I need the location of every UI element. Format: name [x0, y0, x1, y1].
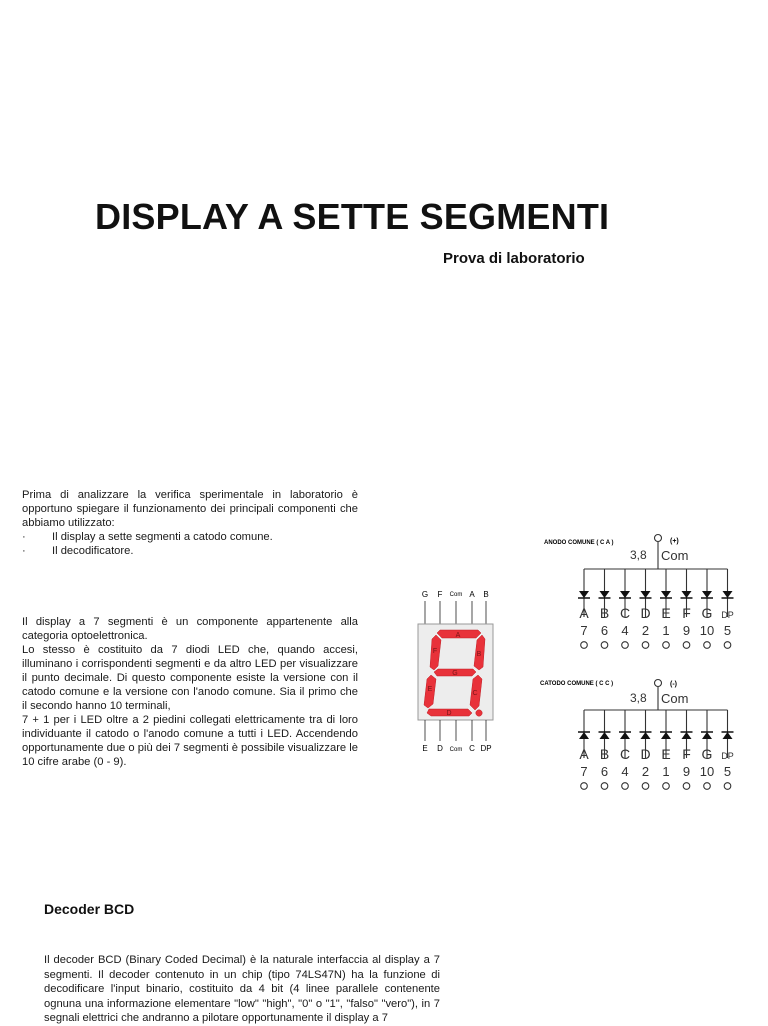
pin-label-com: Com [449, 592, 463, 598]
description-line: 7 + 1 per i LED oltre a 2 piedini collegati elettricamente tra di loro individuante il catodo o l'anodo comune a tutti i LED. Accendendo opportunamente due o più dei 7 segmenti è possibile visualizzare le 10 cifre arabe (0 - 9). [22, 714, 358, 768]
display-description [22, 615, 358, 769]
pin-label-dp: DP [480, 744, 492, 753]
pin-terminal [581, 783, 588, 790]
diode-b [600, 732, 610, 739]
component-list-item: · Il decodificatore. [22, 544, 358, 558]
pin-number: 1 [662, 623, 670, 638]
segment-label: F [682, 605, 691, 621]
pin-number: 10 [699, 623, 715, 638]
pin-terminal [724, 783, 731, 790]
segment-label: D [446, 710, 452, 717]
pin-number: 5 [723, 623, 732, 638]
segment-label: C [619, 746, 631, 762]
diode-f [682, 591, 692, 598]
pin-number: 9 [682, 623, 691, 638]
pin-number: 7 [580, 623, 588, 638]
pin-terminal [601, 642, 608, 649]
pin-terminal [704, 783, 711, 790]
diode-g [702, 732, 712, 739]
segment-label: E [661, 746, 671, 762]
pin-label-e: E [422, 744, 428, 753]
intro-text: Prima di analizzare la verifica sperimentale in laboratorio è opportuno spiegare il funzionamento dei principali componenti che abbiamo utilizzato: [22, 489, 358, 529]
pin-terminal [683, 642, 690, 649]
component-list [22, 530, 358, 558]
pin-terminal [704, 642, 711, 649]
segment-label: C [619, 605, 631, 621]
pin-number: 2 [641, 623, 650, 638]
diagram-polarity: (-) [670, 681, 677, 688]
page-subtitle: Prova di laboratorio [443, 250, 585, 267]
segment-label: DP [721, 610, 734, 620]
com-label: Com [661, 548, 689, 563]
common-cathode-diagram [540, 675, 740, 795]
pin-terminal [663, 642, 670, 649]
pin-label-c: C [469, 744, 475, 753]
pin-terminal [642, 783, 649, 790]
description-line: Il display a 7 segmenti è un componente appartenente alla categoria optoelettronica. [22, 616, 358, 642]
diode-a [579, 732, 589, 739]
pin-terminal [683, 783, 690, 790]
segment-label: DP [721, 751, 734, 761]
diode-d [641, 732, 651, 739]
segment-label: F [432, 648, 438, 655]
com-pin-number: 3,8 [630, 548, 647, 562]
pin-terminal [581, 642, 588, 649]
pin-terminal [724, 642, 731, 649]
diode-dp [723, 591, 733, 598]
segment-label: A [579, 746, 589, 762]
pin-terminal [622, 783, 629, 790]
com-label: Com [661, 691, 689, 706]
decimal-point [476, 710, 482, 716]
diode-c [620, 591, 630, 598]
pin-number: 4 [621, 764, 629, 779]
pin-label-com: Com [449, 747, 463, 753]
com-terminal [655, 535, 662, 542]
diode-g [702, 591, 712, 598]
bottom-pins [425, 720, 486, 741]
pin-label-f: F [437, 590, 443, 599]
pin-number: 10 [699, 764, 715, 779]
pin-number: 7 [580, 764, 588, 779]
diode-c [620, 732, 630, 739]
pin-terminal [663, 783, 670, 790]
segment-label: C [472, 690, 478, 697]
page-title: DISPLAY A SETTE SEGMENTI [95, 196, 610, 237]
pin-terminal [642, 642, 649, 649]
segment-label: G [452, 670, 458, 677]
segment-label: B [599, 605, 610, 621]
top-pins [425, 601, 486, 624]
com-pin-number: 3,8 [630, 691, 647, 705]
pin-terminal [622, 642, 629, 649]
description-line: Lo stesso è costituito da 7 diodi LED che, quando accesi, illuminano i corrispondenti segmenti e da altro LED per visualizzare il punto decimale. Di questo componente esiste la versione con il catodo comune e la versione con l'anodo comune. Sia il primo che il secondo hanno 10 terminali, [22, 644, 358, 712]
segment-label: B [599, 746, 610, 762]
pin-label-a: A [469, 590, 475, 599]
pin-terminal [601, 783, 608, 790]
pin-label-b: B [483, 590, 489, 599]
diode-e [661, 591, 671, 598]
led-ladder [578, 687, 734, 789]
segment-label: A [579, 605, 589, 621]
segment-label: D [640, 605, 651, 621]
diode-e [661, 732, 671, 739]
segment-label: B [476, 651, 482, 658]
pin-number: 6 [600, 764, 609, 779]
pin-number: 2 [641, 764, 650, 779]
pin-label-d: D [437, 744, 443, 753]
diagram-polarity: (+) [670, 538, 679, 545]
segment-label: D [640, 746, 651, 762]
diode-dp [723, 732, 733, 739]
pin-number: 5 [723, 764, 732, 779]
com-terminal [655, 680, 662, 687]
diode-a [579, 591, 589, 598]
led-ladder [578, 542, 734, 648]
common-anode-diagram [540, 530, 740, 650]
pin-number: 1 [662, 764, 670, 779]
diagram-title: CATODO COMUNE ( C C ) [540, 681, 614, 687]
pin-label-g: G [421, 590, 429, 599]
intro-paragraph [22, 488, 358, 558]
top-pin-labels [422, 590, 489, 599]
diode-f [682, 732, 692, 739]
decoder-heading: Decoder BCD [44, 901, 135, 917]
segment-label: E [427, 686, 433, 693]
segment-label: A [455, 632, 461, 639]
component-list-item: · Il display a sette segmenti a catodo comune. [22, 530, 358, 544]
segment-label: E [661, 605, 671, 621]
diagram-title: ANODO COMUNE ( C A ) [544, 540, 614, 546]
decoder-paragraph: Il decoder BCD (Binary Coded Decimal) è la naturale interfaccia al display a 7 segmenti. Il decoder contenuto in un chip (tipo 74LS47N) ha la funzione di decodificare l'input binario, costituito da 4 bit (4 linee parallele contenente ognuna una informazione elementare "low" "high", "0" o "1", "falso" "vero"), in 7 segnali elettrici che andranno a pilotare opportunamente il display a 7 [44, 954, 440, 1024]
bottom-pin-labels [422, 744, 491, 753]
segment-label: F [682, 746, 691, 762]
diode-b [600, 591, 610, 598]
segment-label: G [701, 605, 713, 621]
pin-number: 4 [621, 623, 629, 638]
pin-number: 9 [682, 764, 691, 779]
segment-label: G [701, 746, 713, 762]
seven-segment-display-figure [408, 584, 508, 756]
pin-number: 6 [600, 623, 609, 638]
diode-d [641, 591, 651, 598]
